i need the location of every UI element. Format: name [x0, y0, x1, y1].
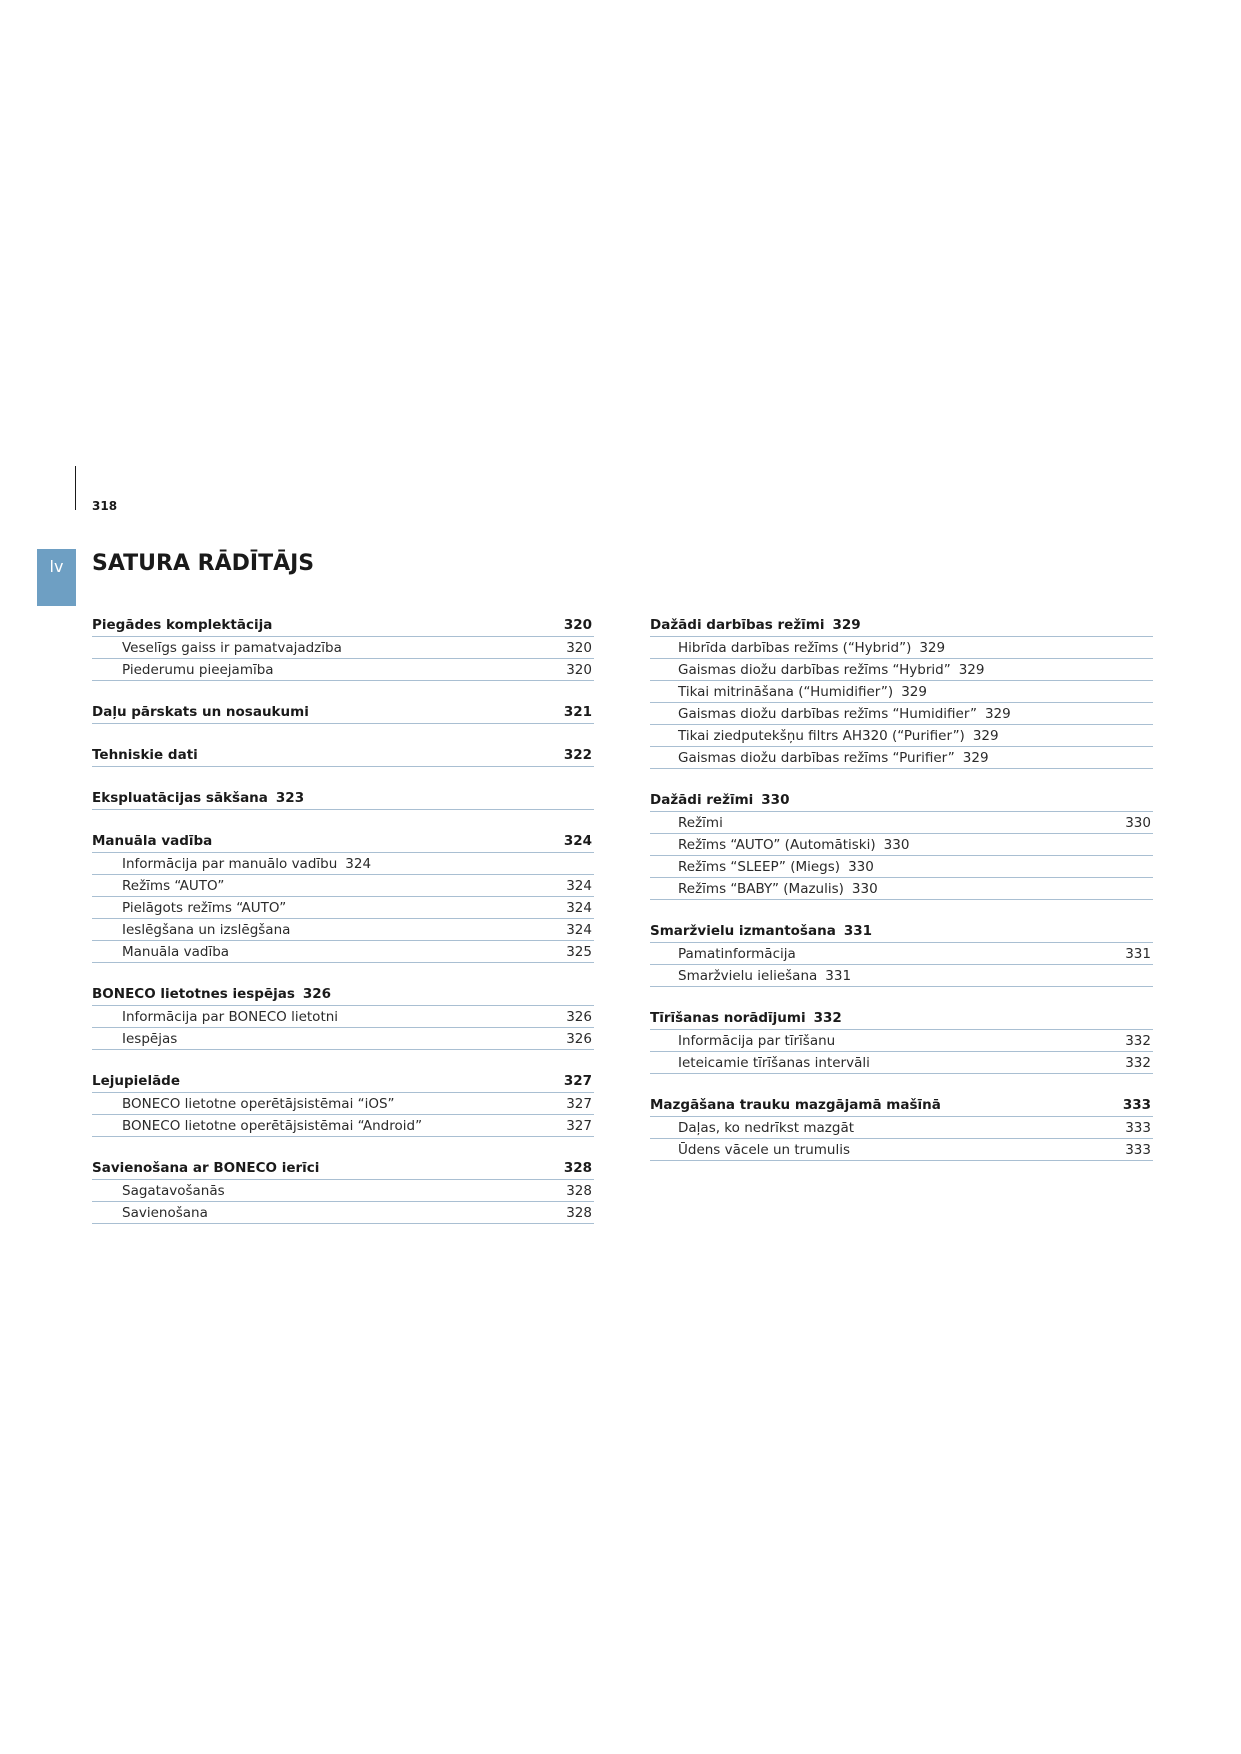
toc-entry-label: Informācija par BONECO lietotni	[122, 1009, 339, 1025]
toc-section-title: Mazgāšana trauku mazgājamā mašīnā	[650, 1097, 941, 1113]
toc-entry-page: 320	[566, 662, 592, 678]
toc-entry-label: BONECO lietotne operētājsistēmai “Android”	[122, 1118, 423, 1134]
toc-entry-page: 327	[566, 1118, 592, 1134]
toc-section-heading[interactable]	[650, 1092, 1153, 1117]
toc-entry-page: 333	[1125, 1120, 1151, 1136]
toc-section-title: Smaržvielu izmantošana	[650, 923, 836, 939]
toc-entry[interactable]	[650, 965, 1153, 987]
toc-entry-label: Iespējas	[122, 1031, 178, 1047]
page-title: SATURA RĀDĪTĀJS	[92, 551, 315, 576]
page-number: 318	[92, 499, 118, 513]
toc-entry-page: 330	[851, 881, 878, 897]
toc-entry[interactable]	[650, 681, 1153, 703]
toc-section-heading[interactable]	[650, 1005, 1153, 1030]
toc-section-page: 329	[832, 617, 861, 633]
toc-section-page: 326	[302, 986, 332, 1002]
toc-entry-page: 331	[825, 968, 852, 984]
toc-entry-label: Ieslēgšana un izslēgšana	[122, 922, 291, 938]
toc-entry[interactable]	[92, 1093, 594, 1115]
toc-entry[interactable]	[92, 941, 594, 963]
toc-entry[interactable]	[92, 875, 594, 897]
toc-entry[interactable]	[92, 1006, 594, 1028]
toc-entry-label: Savienošana	[122, 1205, 208, 1221]
toc-entry-page: 329	[901, 684, 927, 700]
toc-entry[interactable]	[92, 1202, 594, 1224]
toc-entry-label: Informācija par tīrīšanu	[678, 1033, 836, 1049]
toc-entry-page: 328	[566, 1183, 592, 1199]
toc-entry-label: Ieteicamie tīrīšanas intervāli	[678, 1055, 870, 1071]
toc-entry-label: Gaismas diožu darbības režīms “Hybrid”	[678, 662, 951, 678]
toc-entry[interactable]	[650, 834, 1153, 856]
toc-entry-label: Tikai ziedputekšņu filtrs AH320 (“Purifier”)	[678, 728, 965, 744]
toc-entry[interactable]	[650, 659, 1153, 681]
toc-entry[interactable]	[650, 943, 1153, 965]
toc-section-heading[interactable]	[92, 612, 594, 637]
language-tab: lv	[37, 549, 76, 606]
toc-entry-label: Režīmi	[678, 815, 723, 831]
toc-entry-page: 329	[984, 706, 1011, 722]
toc-entry-page: 326	[566, 1031, 592, 1047]
toc-section-title: Daļu pārskats un nosaukumi	[92, 704, 309, 720]
toc-entry[interactable]	[650, 725, 1153, 747]
toc-section-page: 332	[813, 1010, 842, 1026]
toc-entry-page: 329	[958, 662, 985, 678]
toc-entry-label: Gaismas diožu darbības režīms “Purifier”	[678, 750, 955, 766]
toc-entry[interactable]	[92, 637, 594, 659]
toc-entry[interactable]	[650, 812, 1153, 834]
toc-section-page: 321	[563, 704, 592, 720]
toc-section-heading[interactable]	[92, 742, 594, 767]
toc-entry-label: Pielāgots režīms “AUTO”	[122, 900, 287, 916]
toc-entry-page: 329	[962, 750, 989, 766]
toc-entry-label: Pamatinformācija	[678, 946, 796, 962]
toc-entry[interactable]	[650, 1030, 1153, 1052]
toc-entry-label: Režīms “BABY” (Mazulis)	[678, 881, 844, 897]
toc-entry-page: 328	[566, 1205, 592, 1221]
toc-entry-page: 324	[345, 856, 372, 872]
toc-section-page: 331	[843, 923, 872, 939]
toc-entry-label: Ūdens vācele un trumulis	[678, 1142, 851, 1158]
toc-right-column	[650, 612, 1153, 1161]
toc-entry-page: 329	[972, 728, 999, 744]
toc-entry-page: 331	[1125, 946, 1151, 962]
toc-section-page: 320	[563, 617, 592, 633]
toc-entry[interactable]	[650, 703, 1153, 725]
toc-entry-label: Smaržvielu ieliešana	[678, 968, 818, 984]
toc-entry-label: Režīms “SLEEP” (Miegs)	[678, 859, 841, 875]
toc-section-heading[interactable]	[650, 918, 1153, 943]
toc-section-title: Manuāla vadība	[92, 833, 213, 849]
toc-entry-page: 329	[919, 640, 946, 656]
toc-entry-page: 327	[566, 1096, 592, 1112]
toc-entry-label: BONECO lietotne operētājsistēmai “iOS”	[122, 1096, 395, 1112]
toc-section-page: 322	[563, 747, 592, 763]
toc-entry[interactable]	[92, 919, 594, 941]
toc-section-title: Tīrīšanas norādījumi	[650, 1010, 806, 1026]
toc-section-page: 328	[563, 1160, 592, 1176]
toc-entry[interactable]	[92, 1028, 594, 1050]
toc-entry-label: Piederumu pieejamība	[122, 662, 274, 678]
toc-entry-label: Veselīgs gaiss ir pamatvajadzība	[122, 640, 342, 656]
toc-entry-label: Režīms “AUTO”	[122, 878, 225, 894]
toc-entry-page: 324	[566, 878, 592, 894]
toc-section-page: 333	[1122, 1097, 1151, 1113]
toc-entry-label: Tikai mitrināšana (“Humidifier”)	[678, 684, 894, 700]
toc-entry[interactable]	[92, 1115, 594, 1137]
toc-entry-page: 325	[566, 944, 592, 960]
toc-entry[interactable]	[650, 878, 1153, 900]
toc-entry-label: Daļas, ko nedrīkst mazgāt	[678, 1120, 855, 1136]
toc-entry-page: 330	[883, 837, 910, 853]
toc-section-heading[interactable]	[650, 612, 1153, 637]
toc-section-title: BONECO lietotnes iespējas	[92, 986, 295, 1002]
toc-entry-label: Sagatavošanās	[122, 1183, 225, 1199]
toc-entry-label: Informācija par manuālo vadību	[122, 856, 338, 872]
toc-section-title: Dažādi režīmi	[650, 792, 754, 808]
page-margin-rule	[75, 466, 76, 510]
toc-entry[interactable]	[92, 659, 594, 681]
toc-entry[interactable]	[650, 637, 1153, 659]
toc-entry[interactable]	[650, 1052, 1153, 1074]
toc-entry-label: Gaismas diožu darbības režīms “Humidifier”	[678, 706, 977, 722]
toc-entry[interactable]	[650, 747, 1153, 769]
toc-entry-label: Režīms “AUTO” (Automātiski)	[678, 837, 876, 853]
toc-section-heading[interactable]	[92, 981, 594, 1006]
toc-entry-page: 332	[1125, 1055, 1151, 1071]
toc-entry[interactable]	[92, 853, 594, 875]
toc-section-heading[interactable]	[92, 699, 594, 724]
toc-section-heading[interactable]	[650, 787, 1153, 812]
toc-section-heading[interactable]	[92, 785, 594, 810]
toc-section-title: Piegādes komplektācija	[92, 617, 273, 633]
toc-section-title: Tehniskie dati	[92, 747, 198, 763]
toc-left-column	[92, 612, 594, 1224]
toc-section-page: 323	[275, 790, 305, 806]
toc-entry[interactable]	[650, 856, 1153, 878]
toc-entry[interactable]	[650, 1139, 1153, 1161]
toc-section-heading[interactable]	[92, 1068, 594, 1093]
toc-entry[interactable]	[92, 897, 594, 919]
toc-section-title: Savienošana ar BONECO ierīci	[92, 1160, 320, 1176]
toc-section-title: Dažādi darbības režīmi	[650, 617, 825, 633]
toc-entry-page: 332	[1125, 1033, 1151, 1049]
toc-section-heading[interactable]	[92, 828, 594, 853]
toc-entry-label: Manuāla vadība	[122, 944, 230, 960]
toc-entry[interactable]	[92, 1180, 594, 1202]
toc-entry-page: 324	[566, 922, 592, 938]
toc-section-page: 327	[563, 1073, 592, 1089]
toc-entry-label: Hibrīda darbības režīms (“Hybrid”)	[678, 640, 912, 656]
toc-entry[interactable]	[650, 1117, 1153, 1139]
toc-entry-page: 324	[566, 900, 592, 916]
toc-section-page: 324	[563, 833, 592, 849]
toc-entry-page: 330	[1125, 815, 1151, 831]
toc-entry-page: 333	[1125, 1142, 1151, 1158]
toc-section-title: Lejupielāde	[92, 1073, 181, 1089]
toc-section-heading[interactable]	[92, 1155, 594, 1180]
toc-section-title: Ekspluatācijas sākšana	[92, 790, 268, 806]
toc-section-page: 330	[761, 792, 790, 808]
toc-entry-page: 330	[848, 859, 874, 875]
toc-entry-page: 326	[566, 1009, 592, 1025]
toc-entry-page: 320	[566, 640, 592, 656]
